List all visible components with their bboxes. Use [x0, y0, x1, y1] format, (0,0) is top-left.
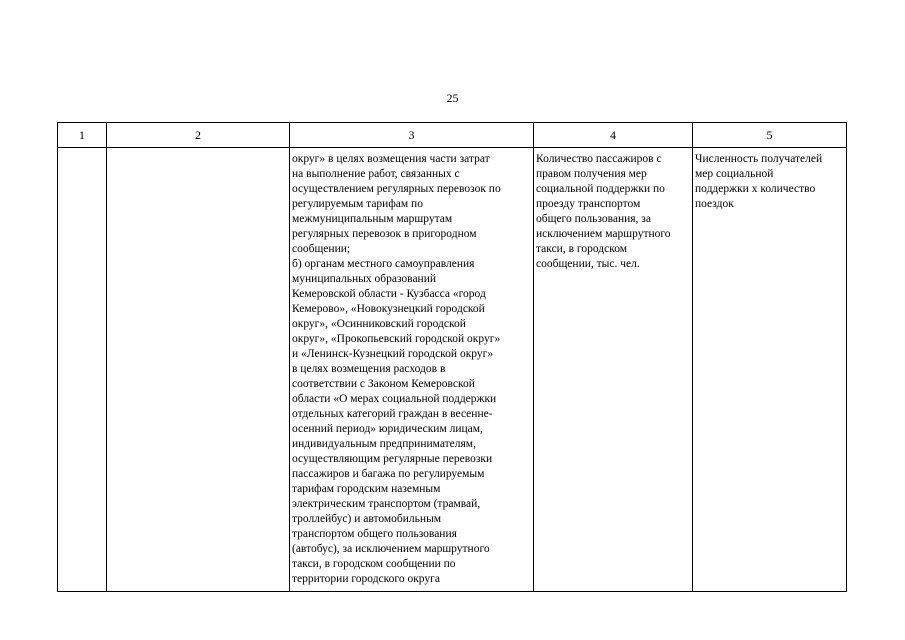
table-row [58, 148, 847, 592]
column-header-1: 1 [58, 123, 107, 148]
cell-col4 [534, 148, 693, 592]
cell-col5-text: Численность получателей мер социальной поддержки х количество поездок [695, 153, 823, 210]
cell-col3 [290, 148, 534, 592]
table-header-row [58, 123, 847, 148]
cell-col1-text [58, 148, 106, 152]
cell-col5 [693, 148, 847, 592]
column-header-5: 5 [693, 123, 847, 148]
cell-col2-text [107, 148, 289, 152]
column-header-4: 4 [534, 123, 693, 148]
page-number: 25 [446, 91, 459, 105]
document-table [57, 122, 847, 592]
cell-col1 [58, 148, 107, 592]
cell-col2 [107, 148, 290, 592]
cell-col4-text: Количество пассажиров с правом получения мер социальной поддержки по проезду транспортом общего пользования, за исключением маршрутного такси, в городском сообщении, тыс. чел. [536, 153, 671, 270]
cell-col3-text: округ» в целях возмещения части затрат на выполнение работ, связанных с осуществлением регулярных перевозок по регулируемым тарифам по межмуниципальным маршрутам регулярных перевозок в пригородном сообщении; б) органам местного самоуправления муниципальных образований Кемеровской области - Кузбасса «город Кемерово», «Новокузнецкий городской округ», «Осинниковский городской округ», «Прокопьевский городской округ» и «Ленинск-Кузнецкий городской округ» в целях возмещения расходов в соответствии с Законом Кемеровской области «О мерах социальной поддержки отдельных категорий граждан в весенне- осенний период» юридическим лицам, индивидуальным предпринимателям, осуществляющим регулярные перевозки пассажиров и багажа по регулируемым тарифам городским наземным электрическим транспортом (трамвай, троллейбус) и автомобильным транспортом общего пользования (автобус), за исключением маршрутного такси, в городском сообщении по территории городского округа [292, 153, 501, 585]
column-header-3: 3 [290, 123, 534, 148]
column-header-2: 2 [107, 123, 290, 148]
